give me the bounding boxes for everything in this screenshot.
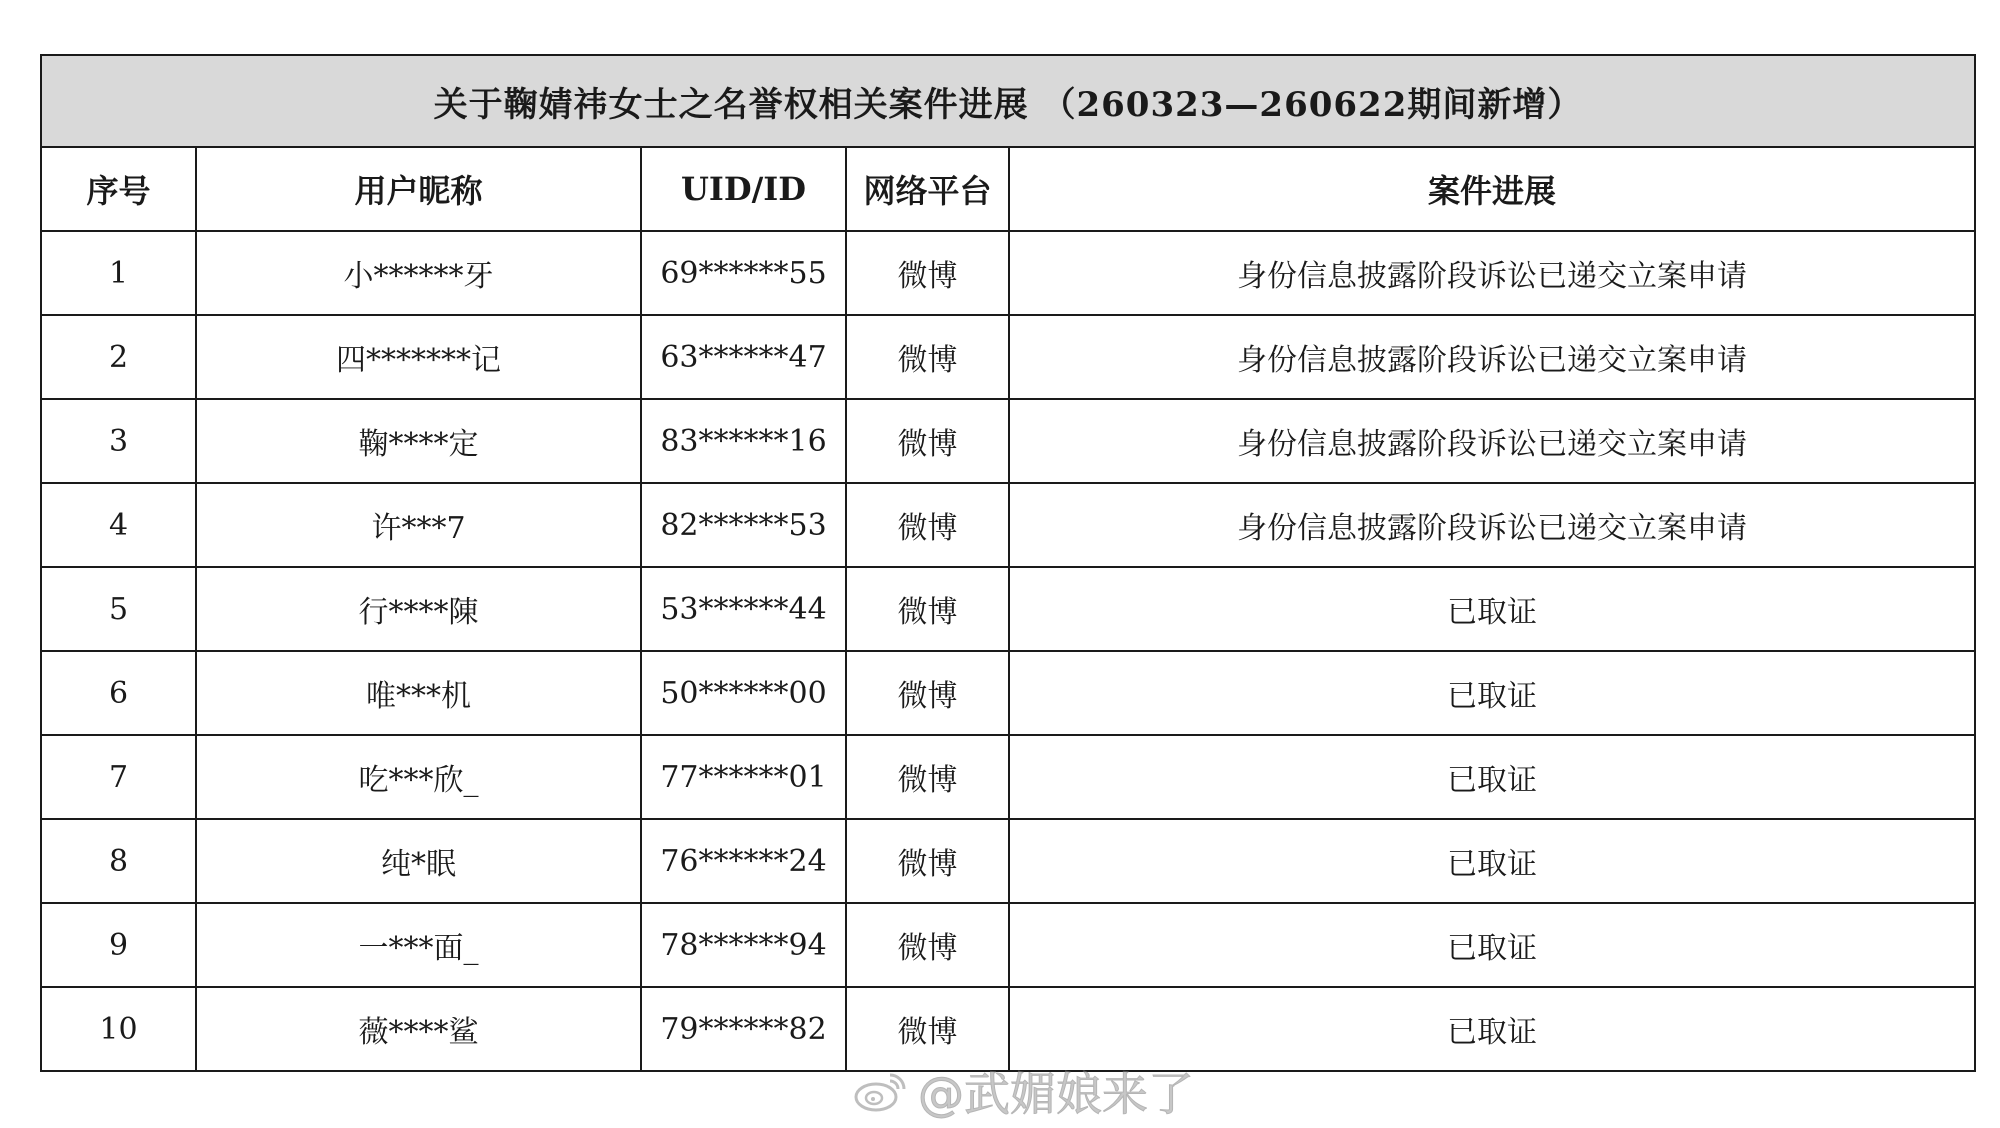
header-seq: 序号 bbox=[41, 147, 196, 231]
cell-seq: 1 bbox=[41, 231, 196, 315]
cell-uid: 50******00 bbox=[641, 651, 846, 735]
cell-progress: 已取证 bbox=[1009, 567, 1975, 651]
cell-progress: 已取证 bbox=[1009, 735, 1975, 819]
watermark-text: @武媚娘来了 bbox=[918, 1067, 1194, 1121]
cell-platform: 微博 bbox=[846, 567, 1009, 651]
cell-uid: 83******16 bbox=[641, 399, 846, 483]
table-row bbox=[41, 735, 1975, 819]
cell-nickname: 唯***机 bbox=[196, 651, 641, 735]
cell-progress: 已取证 bbox=[1009, 987, 1975, 1071]
table-row bbox=[41, 399, 1975, 483]
cell-nickname: 小******牙 bbox=[196, 231, 641, 315]
header-progress: 案件进展 bbox=[1009, 147, 1975, 231]
cell-progress: 身份信息披露阶段诉讼已递交立案申请 bbox=[1009, 399, 1975, 483]
table-title: 关于鞠婧祎女士之名誉权相关案件进展 （260323—260622期间新增） bbox=[41, 55, 1975, 147]
header-nickname: 用户昵称 bbox=[196, 147, 641, 231]
table-row bbox=[41, 315, 1975, 399]
table-row bbox=[41, 567, 1975, 651]
cell-seq: 6 bbox=[41, 651, 196, 735]
table-row bbox=[41, 651, 1975, 735]
cell-seq: 5 bbox=[41, 567, 196, 651]
cell-progress: 身份信息披露阶段诉讼已递交立案申请 bbox=[1009, 231, 1975, 315]
cell-platform: 微博 bbox=[846, 735, 1009, 819]
cell-platform: 微博 bbox=[846, 903, 1009, 987]
cell-uid: 78******94 bbox=[641, 903, 846, 987]
cell-seq: 10 bbox=[41, 987, 196, 1071]
cell-seq: 2 bbox=[41, 315, 196, 399]
header-platform: 网络平台 bbox=[846, 147, 1009, 231]
cell-seq: 7 bbox=[41, 735, 196, 819]
cell-uid: 82******53 bbox=[641, 483, 846, 567]
table-row bbox=[41, 903, 1975, 987]
cell-progress: 身份信息披露阶段诉讼已递交立案申请 bbox=[1009, 315, 1975, 399]
cell-seq: 8 bbox=[41, 819, 196, 903]
cell-uid: 79******82 bbox=[641, 987, 846, 1071]
cell-progress: 身份信息披露阶段诉讼已递交立案申请 bbox=[1009, 483, 1975, 567]
cell-platform: 微博 bbox=[846, 651, 1009, 735]
cell-platform: 微博 bbox=[846, 819, 1009, 903]
cell-uid: 63******47 bbox=[641, 315, 846, 399]
title-row bbox=[41, 55, 1975, 147]
cell-nickname: 吃***欣_ bbox=[196, 735, 641, 819]
cell-uid: 69******55 bbox=[641, 231, 846, 315]
cell-progress: 已取证 bbox=[1009, 903, 1975, 987]
cell-nickname: 纯*眠 bbox=[196, 819, 641, 903]
cell-nickname: 鞠****定 bbox=[196, 399, 641, 483]
table-row bbox=[41, 231, 1975, 315]
header-row bbox=[41, 147, 1975, 231]
cell-platform: 微博 bbox=[846, 231, 1009, 315]
weibo-logo-icon bbox=[852, 1069, 908, 1113]
cell-uid: 76******24 bbox=[641, 819, 846, 903]
cell-platform: 微博 bbox=[846, 399, 1009, 483]
cell-nickname: 一***面_ bbox=[196, 903, 641, 987]
cell-platform: 微博 bbox=[846, 483, 1009, 567]
case-progress-table bbox=[40, 54, 1976, 1072]
cell-platform: 微博 bbox=[846, 987, 1009, 1071]
cell-seq: 4 bbox=[41, 483, 196, 567]
cell-progress: 已取证 bbox=[1009, 651, 1975, 735]
cell-nickname: 行****陳 bbox=[196, 567, 641, 651]
watermark bbox=[852, 1058, 1194, 1124]
cell-seq: 3 bbox=[41, 399, 196, 483]
table-row bbox=[41, 819, 1975, 903]
cell-uid: 53******44 bbox=[641, 567, 846, 651]
cell-platform: 微博 bbox=[846, 315, 1009, 399]
cell-uid: 77******01 bbox=[641, 735, 846, 819]
cell-seq: 9 bbox=[41, 903, 196, 987]
cell-progress: 已取证 bbox=[1009, 819, 1975, 903]
table-row bbox=[41, 483, 1975, 567]
cell-nickname: 薇****鲨 bbox=[196, 987, 641, 1071]
cell-nickname: 许***7 bbox=[196, 483, 641, 567]
header-uid: UID/ID bbox=[641, 147, 846, 231]
cell-nickname: 四*******记 bbox=[196, 315, 641, 399]
